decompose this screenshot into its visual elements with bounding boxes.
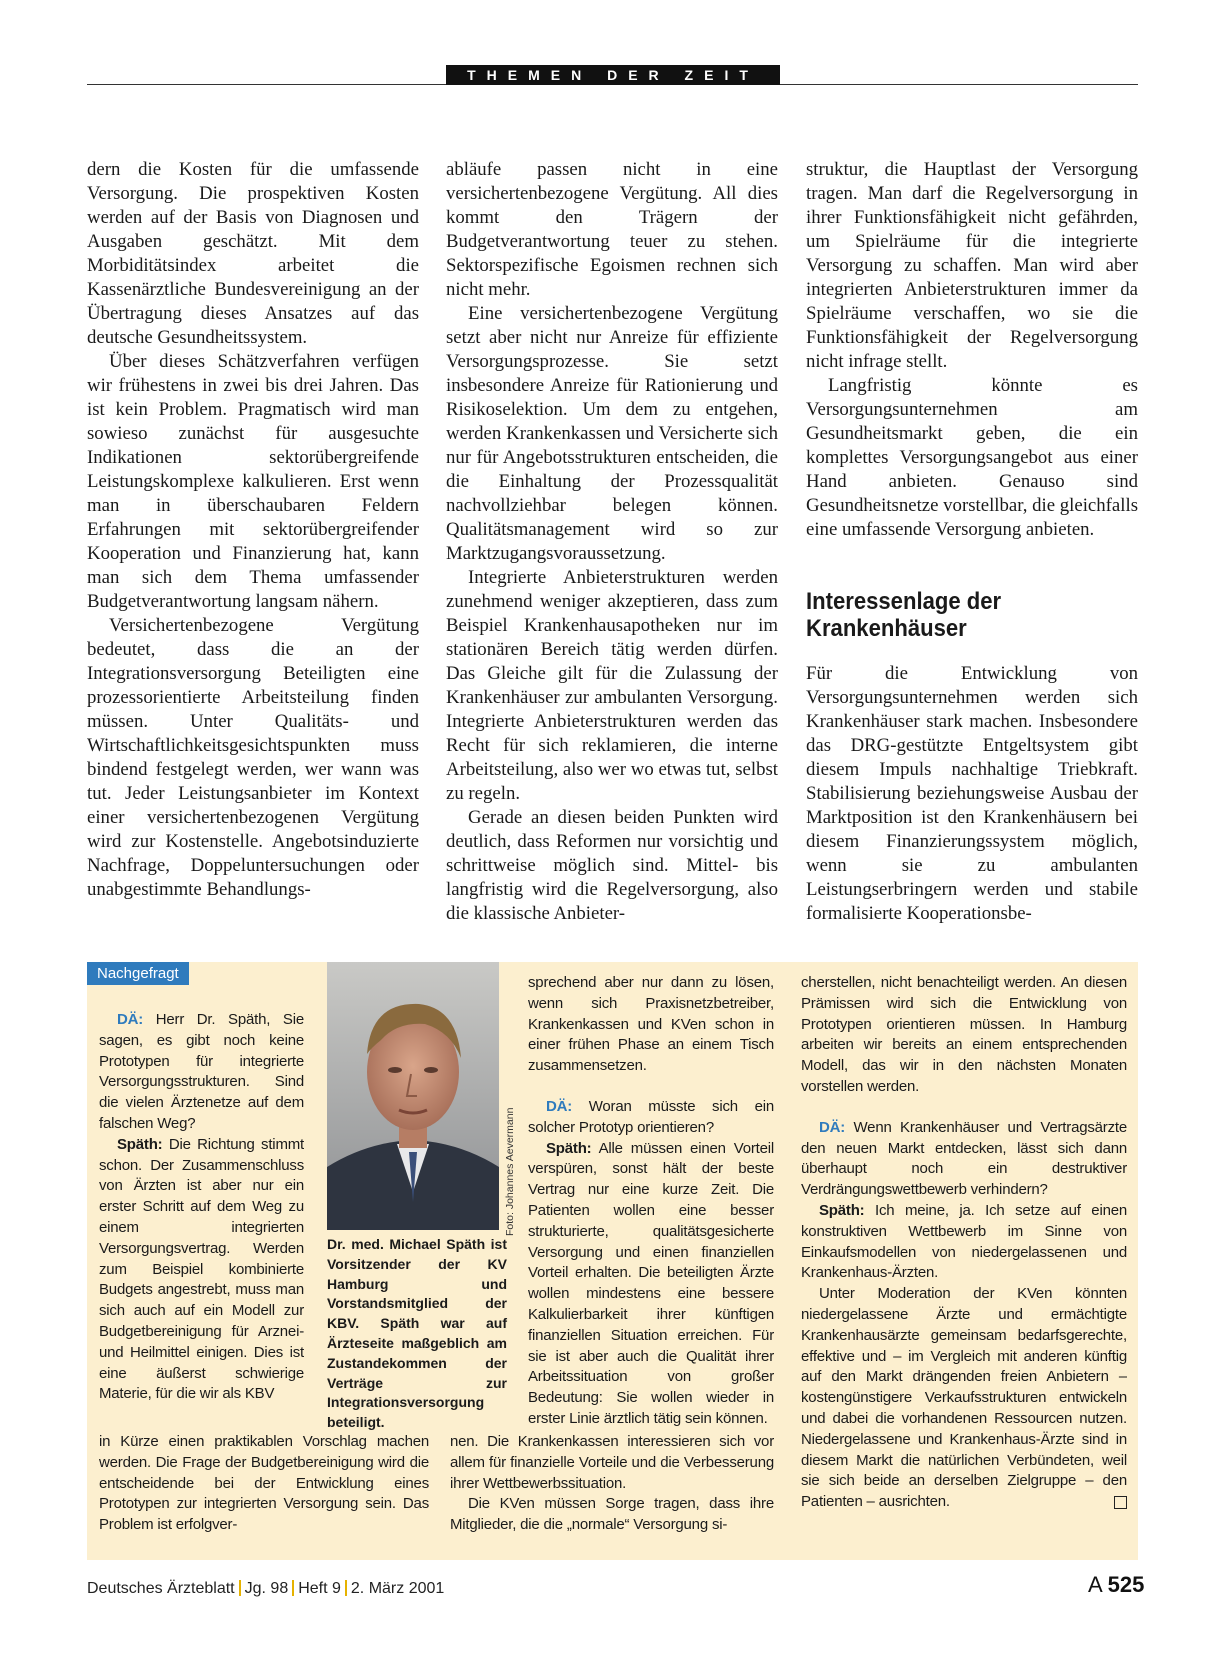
footer	[87, 1580, 444, 1598]
interview-column-3	[801, 973, 1127, 1545]
date: 2. März 2001	[350, 1580, 445, 1597]
page-number	[1088, 1572, 1144, 1598]
paragraph: dern die Kosten für die umfassende Versorgung. Die prospektiven Kosten werden auf der Basis von Diagnosen und Ausgaben geschätzt. Mit dem Morbiditätsindex arbeitet die Kassenärztliche Bundesvereinigung an der Übertragung dieses Ansatzes auf das deutsche Gesundheitssystem.	[87, 159, 419, 348]
separator	[345, 1580, 347, 1596]
interview-column-2-continued	[450, 1432, 774, 1542]
answer-text: Alle müssen einen Vorteil verspüren, sonst hält der beste Vertrag nur eine kurze Zeit. Die Patienten wollen eine besser strukturierte, qualitätsgesicherte Versorgung und einen finanziellen Vorteil erhalten. Die beteiligten Ärzte wollen mindestens eine bessere Kalkulierbarkeit ihrer künftigen finanziellen Situation erreichen. Für sie ist aber auch die Qualität ihrer Arbeitssituation von großer Bedeutung: Sie wollen wieder in erster Linie ärztlich tätig sein können.	[528, 1139, 774, 1427]
paragraph: abläufe passen nicht in eine versichertenbezogene Vergütung. All dies kommt den Trägern der Budgetverantwortung teuer zu stehen. Sektorspezifische Egoismen rechnen sich nicht mehr.	[446, 159, 778, 300]
article-column-2	[446, 158, 778, 928]
volume: Jg. 98	[244, 1580, 289, 1597]
separator	[292, 1580, 294, 1596]
question-label: DÄ:	[117, 1011, 144, 1028]
answer-label: Späth:	[546, 1139, 592, 1157]
paragraph: Gerade an diesen beiden Punkten wird deutlich, dass Reformen nur vorsichtig und schrittweise möglich sind. Mittel- bis langfristig wird die Regelversorgung, also die klassische Anbieter-	[446, 807, 778, 924]
question-text: Wenn Krankenhäuser und Vertragsärzte den neuen Markt entdecken, lässt sich dann überhaupt noch ein destruktiver Verdrängungswettbewerb verhindern?	[801, 1118, 1127, 1199]
paragraph: Für die Entwicklung von Versorgungsunternehmen werden sich Krankenhäuser stark machen. Insbesondere das DRG-gestützte Entgeltsystem gibt diesem Impuls nachhaltige Triebkraft. Stabilisierung beziehungsweise Ausbau der Marktposition ist den Krankenhäusern bei diesem Finanzierungssystem möglich, wenn sie zu ambulanten Leistungserbringern werden und stabile formalisierte Kooperationsbe-	[806, 663, 1138, 924]
answer-text: Die KVen müssen Sorge tragen, dass ihre Mitglieder, die die „normale“ Versorgung si-	[450, 1495, 774, 1534]
separator	[239, 1580, 241, 1596]
answer-text: Ich meine, ja. Ich setze auf einen konstruktiven Wettbewerb im Sinne von Einkaufsmodellen von niedergelassenen und Krankenhaus-Ärzten.	[801, 1201, 1127, 1282]
journal-name: Deutsches Ärzteblatt	[87, 1580, 235, 1597]
paragraph: Eine versichertenbezogene Vergütung setzt aber nicht nur Anreize für effiziente Versorgungsprozesse. Sie setzt insbesondere Anreize für Rationierung und Risikoselektion. Um dem zu entgehen, werden Krankenkassen und Versicherte sich nur für Angebotsstrukturen entscheiden, die die Einhaltung der Prozessqualität nachvollziehbar belegen können. Qualitätsmanagement wird so zur Marktzugangsvoraussetzung.	[446, 303, 778, 564]
portrait-image	[327, 962, 499, 1230]
section-label: THEMEN DER ZEIT	[446, 65, 780, 85]
page-prefix: A	[1088, 1572, 1102, 1597]
issue: Heft 9	[298, 1580, 341, 1597]
answer-label: Späth:	[819, 1201, 865, 1219]
photo-caption: Dr. med. Michael Späth ist Vorsitzender der KV Hamburg und Vorstandsmitglied der KBV. Späth war auf Ärzteseite maßgeblich am Zustandekommen der Verträge zur Integrationsversorgung beteiligt.	[327, 1236, 507, 1431]
answer-text: sprechend aber nur dann zu lösen, wenn sich Praxisnetzbetreiber, Krankenkassen und KVen schon in einer frühen Phase an einem Tisch zusammensetzen.	[528, 974, 774, 1075]
interview-column-2	[528, 973, 774, 1428]
photo-credit: Foto: Johannes Aevermann	[504, 1107, 516, 1236]
answer-text: cherstellen, nicht benachteiligt werden. An diesen Prämissen wird sich die Entwicklung von Prototypen orientieren müssen. In Hamburg arbeiten wir bereits an einem entsprechenden Modell, das wir in den nächsten Monaten vorstellen werden.	[801, 974, 1127, 1095]
question-label: DÄ:	[819, 1118, 846, 1136]
question-text: Woran müsste sich ein solcher Prototyp orientieren?	[528, 1097, 774, 1136]
answer-text: in Kürze einen praktikablen Vorschlag machen werden. Die Frage der Budgetbereinigung wird die entscheidende bei der Entwicklung eines Prototypen zur integrierten Versorgung sein. Das Problem ist erfolgver-	[99, 1433, 429, 1534]
answer-text: Unter Moderation der KVen könnten niedergelassene Ärzte und ermächtigte Krankenhausärzte gemeinsam bedarfsgerechte, effektive und – im Vergleich mit anderen künftig auf den Markt drängenden freien Anbietern – kostengünstigere Verkaufsstrukturen entwickeln und dabei die vorhandenen Ressourcen nutzen. Niedergelassene und Krankenhaus-Ärzte sind in diesem Markt die natürlichen Verbündeten, weil sie sich beide an derselben Zielgruppe – den Patienten – ausrichten.	[801, 1285, 1127, 1511]
paragraph: Langfristig könnte es Versorgungsunternehmen am Gesundheitsmarkt geben, die ein komplettes Versorgungsangebot aus einer Hand anbieten. Genauso sind Gesundheitsnetze vorstellbar, die gleichfalls eine umfassende Versorgung anbieten.	[806, 375, 1138, 540]
interview-tag: Nachgefragt	[87, 962, 189, 985]
paragraph: Integrierte Anbieterstrukturen werden zunehmend weniger akzeptieren, dass zum Beispiel Krankenhausapotheken nur im stationären Bereich tätig werden dürfen. Das Gleiche gilt für die Zulassung der Krankenhäuser zur ambulanten Versorgung. Integrierte Anbieterstrukturen werden das Recht für sich reklamieren, die interne Arbeitsteilung, also wer wo etwas tut, selbst zu regeln.	[446, 567, 778, 804]
page-value: 525	[1107, 1572, 1145, 1597]
interview-column-1-continued	[99, 1432, 429, 1542]
answer-label: Späth:	[117, 1135, 163, 1153]
answer-text: Die Richtung stimmt schon. Der Zusammenschluss von Ärzten ist aber nur ein erster Schritt auf dem Weg zu einem integrierten Versorgungsvertrag. Werden zum Beispiel kombinierte Budgets angestrebt, muss man sich auch auf ein Modell zur Budgetbereinigung für Arznei- und Heilmittel einigen. Dies ist eine äußerst schwierige Materie, für die wir als KBV	[99, 1135, 304, 1403]
question-label: DÄ:	[546, 1097, 573, 1115]
end-of-article-icon	[1114, 1496, 1127, 1509]
question-text: Herr Dr. Späth, Sie sagen, es gibt noch keine Prototypen für integrierte Versorgungsstrukturen. Sind die vielen Ärztenetze auf dem falschen Weg?	[99, 1011, 304, 1132]
interview-column-1	[99, 1010, 304, 1412]
paragraph: Versichertenbezogene Vergütung bedeutet, dass die an der Integrationsversorgung Beteiligten eine prozessorientierte Arbeitsteilung finden müssen. Unter Qualitäts- und Wirtschaftlichkeitsgesichtspunkten muss bindend festgelegt werden, wer wann was tut. Jeder Leistungsanbieter im Kontext einer versichertenbezogenen Vergütung wird zur Kostenstelle. Angebotsinduzierte Nachfrage, Doppeluntersuchungen oder unabgestimmte Behandlungs-	[87, 615, 419, 900]
paragraph: Über dieses Schätzverfahren verfügen wir frühestens in zwei bis drei Jahren. Das ist kein Problem. Pragmatisch wird man sowieso zunächst für ausgesuchte Indikationen sektorübergreifende Leistungskomplexe kalkulieren. Erst wenn man in überschaubaren Feldern Erfahrungen mit sektorübergreifender Kooperation und Finanzierung hat, kann man sich dem Thema umfassender Budgetverantwortung langsam nähern.	[87, 351, 419, 612]
portrait-photo	[327, 962, 499, 1230]
article-column-1	[87, 158, 419, 928]
section-heading: Interessenlage der Krankenhäuser	[806, 588, 1002, 642]
answer-text: nen. Die Krankenkassen interessieren sich vor allem für finanzielle Vorteile und die Verbesserung ihrer Wettbewerbssituation.	[450, 1433, 774, 1492]
paragraph: struktur, die Hauptlast der Versorgung tragen. Man darf die Regelversorgung in ihrer Funktionsfähigkeit nicht gefährden, um Spielräume für die integrierte Versorgung zu schaffen. Man wird aber integrierten Anbieterstrukturen immer da Spielräume verschaffen, wo sie die Funktionsfähigkeit der Regelversorgung nicht infrage stellt.	[806, 159, 1138, 372]
article-column-3	[806, 158, 1138, 928]
